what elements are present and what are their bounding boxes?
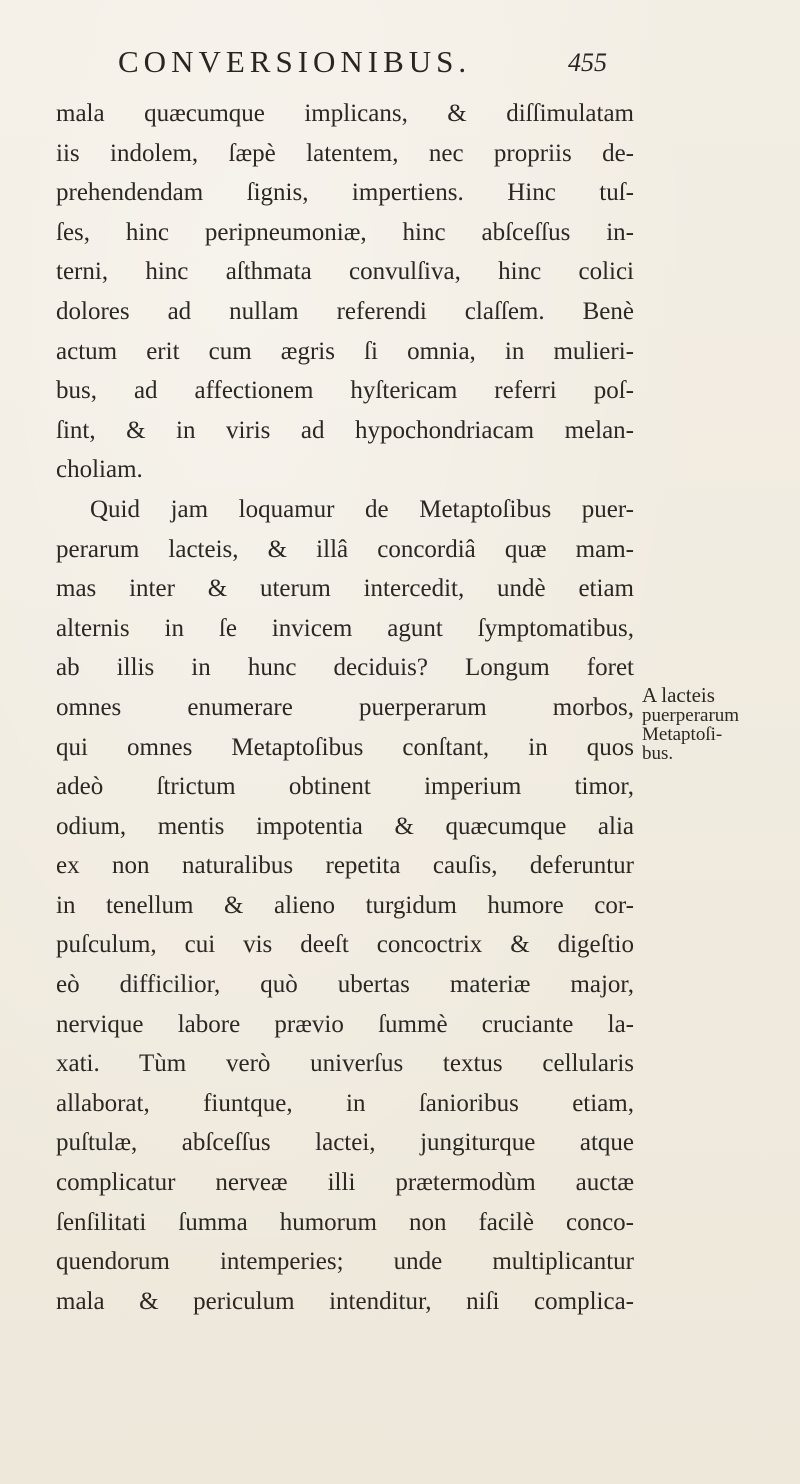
text-line: iis indolem, ſæpè latentem, nec propriis de-: [56, 139, 634, 167]
page-number: 455: [568, 48, 607, 77]
running-title: CONVERSIONIBUS.: [118, 44, 472, 79]
text-line: allaborat, fiuntque, in ſanioribus etiam,: [56, 1089, 634, 1117]
text-line: terni, hinc aſthmata convulſiva, hinc colici: [56, 258, 634, 286]
text-line: complicatur nerveæ illi prætermodùm auctæ: [56, 1169, 634, 1197]
text-line: perarum lacteis, & illâ concordiâ quæ mam-: [56, 535, 634, 563]
text-line: Quid jam loquamur de Metaptoſibus puer-: [90, 495, 634, 523]
text-line: ſint, & in viris ad hypochondriacam melan-: [56, 416, 634, 444]
text-line: choliam.: [56, 456, 143, 484]
text-line: eò difficilior, quò ubertas materiæ major,: [56, 971, 634, 999]
margin-note-line: Metaptoſi-: [642, 724, 723, 745]
text-line: puſculum, cui vis deeſt concoctrix & digeſtio: [56, 931, 634, 959]
text-line: bus, ad affectionem hyſtericam referri poſ-: [56, 377, 634, 405]
margin-note-line: puerperarum: [642, 705, 740, 726]
text-line: actum erit cum ægris ſi omnia, in mulieri-: [56, 337, 634, 365]
text-line: ſenſilitati ſumma humorum non facilè conco-: [56, 1208, 634, 1236]
text-line: odium, mentis impotentia & quæcumque alia: [56, 812, 634, 840]
text-line: ſes, hinc peripneumoniæ, hinc abſceſſus in-: [56, 218, 634, 246]
text-line: in tenellum & alieno turgidum humore cor-: [56, 891, 634, 919]
text-line: quendorum intemperies; unde multiplicantur: [56, 1248, 634, 1276]
text-line: ab illis in hunc deciduis? Longum foret: [56, 654, 634, 682]
body-text: [56, 94, 634, 1321]
text-line: nervique labore prævio ſummè cruciante la-: [56, 1010, 634, 1038]
margin-note-line: bus.: [642, 743, 674, 764]
margin-note-line: A lacteis: [642, 683, 715, 707]
text-line: mala & periculum intenditur, niſi complica-: [56, 1287, 634, 1315]
text-line: alternis in ſe invicem agunt ſymptomatibus,: [56, 614, 634, 642]
text-line: puſtulæ, abſceſſus lactei, jungiturque atque: [56, 1129, 634, 1157]
text-line: dolores ad nullam referendi claſſem. Benè: [56, 297, 634, 325]
page-header: [118, 44, 588, 84]
text-line: omnes enumerare puerperarum morbos,: [56, 693, 634, 721]
text-line: mas inter & uterum intercedit, undè etiam: [56, 575, 634, 603]
text-line: adeò ſtrictum obtinent imperium timor,: [56, 773, 634, 801]
text-line: xati. Tùm verò univerſus textus cellularis: [56, 1050, 634, 1078]
text-line: mala quæcumque implicans, & diſſimulatam: [56, 100, 634, 127]
text-line: qui omnes Metaptoſibus conſtant, in quos: [56, 733, 634, 761]
text-line: ex non naturalibus repetita cauſis, deferuntur: [56, 852, 634, 880]
text-line: prehendendam ſignis, impertiens. Hinc tuſ-: [56, 179, 634, 207]
margin-note: [642, 684, 762, 763]
